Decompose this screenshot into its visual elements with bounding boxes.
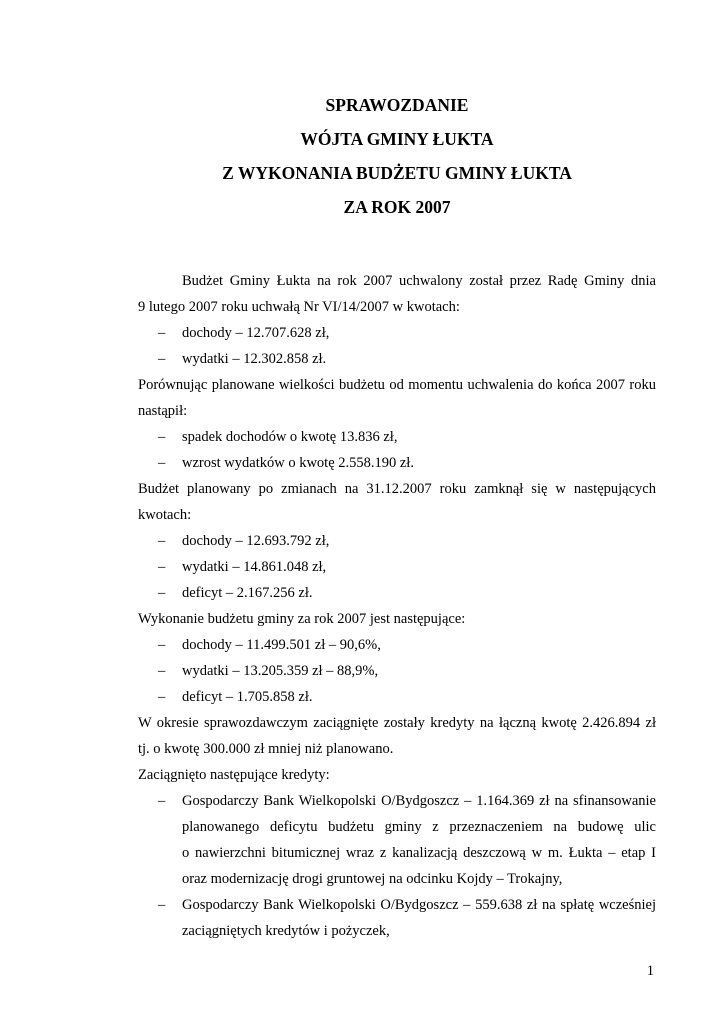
- dash-bullet: –: [158, 793, 166, 809]
- list-item: [138, 658, 656, 684]
- dash-bullet: –: [158, 533, 166, 549]
- dash-bullet: –: [158, 637, 166, 653]
- credit-item-1-line-4: oraz modernizację drogi gruntowej na odcinku Kojdy – Trokajny,: [182, 871, 563, 887]
- dash-bullet: –: [158, 585, 166, 601]
- list-item: [138, 528, 656, 554]
- credit-item-1-line-2: planowanego deficytu budżetu gminy z przeznaczeniem na budowę ulic: [182, 819, 656, 835]
- credits-line-1: W okresie sprawozdawczym zaciągnięte zostały kredyty na łączną kwotę 2.426.894 zł: [138, 715, 656, 731]
- title-line-3: Z WYKONANIA BUDŻETU GMINY ŁUKTA: [222, 163, 572, 183]
- credits-list: [138, 788, 656, 944]
- list-item: [138, 632, 656, 658]
- list-item-text: dochody – 12.693.792 zł,: [182, 533, 330, 549]
- planned-line-1: Budżet planowany po zmianach na 31.12.2007 roku zamknął się w następujących: [138, 481, 656, 497]
- changes-line-2: nastąpił:: [138, 403, 188, 419]
- planned-list: [138, 528, 656, 606]
- list-item: [138, 450, 656, 476]
- execution-list: [138, 632, 656, 710]
- credit-item-1-line-1: Gospodarczy Bank Wielkopolski O/Bydgoszcz – 1.164.369 zł na sfinansowanie: [182, 793, 656, 809]
- list-item: [138, 684, 656, 710]
- list-item: [138, 554, 656, 580]
- list-item-text: wydatki – 12.302.858 zł.: [182, 351, 327, 367]
- list-item: [138, 320, 656, 346]
- list-item-text: wydatki – 14.861.048 zł,: [182, 559, 327, 575]
- list-item-text: dochody – 12.707.628 zł,: [182, 325, 330, 341]
- dash-bullet: –: [158, 559, 166, 575]
- credits-line-3: Zaciągnięto następujące kredyty:: [138, 767, 330, 783]
- execution-line-1: Wykonanie budżetu gminy za rok 2007 jest następujące:: [138, 611, 466, 627]
- planned-line-2: kwotach:: [138, 507, 192, 523]
- title-line-4: ZA ROK 2007: [343, 197, 451, 217]
- dash-bullet: –: [158, 455, 166, 471]
- list-item: [138, 892, 656, 944]
- intro-list: [138, 320, 656, 372]
- document-body: [138, 268, 656, 944]
- dash-bullet: –: [158, 325, 166, 341]
- changes-list: [138, 424, 656, 476]
- credit-item-2-line-1: Gospodarczy Bank Wielkopolski O/Bydgoszcz – 559.638 zł na spłatę wcześniej: [182, 897, 656, 913]
- credit-item-1-line-3: o nawierzchni bitumicznej wraz z kanalizacją deszczową w m. Łukta – etap I: [182, 845, 656, 861]
- list-item: [138, 424, 656, 450]
- credits-line-2: tj. o kwotę 300.000 zł mniej niż planowano.: [138, 741, 394, 757]
- intro-paragraph: [138, 268, 656, 320]
- list-item-text: wydatki – 13.205.359 zł – 88,9%,: [182, 663, 379, 679]
- dash-bullet: –: [158, 429, 166, 445]
- intro-line-1: Budżet Gminy Łukta na rok 2007 uchwalony został przez Radę Gminy dnia: [182, 273, 656, 289]
- credit-item-2-line-2: zaciągniętych kredytów i pożyczek,: [182, 923, 390, 939]
- intro-line-2: 9 lutego 2007 roku uchwałą Nr VI/14/2007 w kwotach:: [138, 299, 460, 315]
- dash-bullet: –: [158, 689, 166, 705]
- list-item: [138, 346, 656, 372]
- changes-line-1: Porównując planowane wielkości budżetu od momentu uchwalenia do końca 2007 roku: [138, 377, 656, 393]
- document-title: [0, 88, 724, 224]
- page-number: 1: [646, 963, 654, 979]
- changes-paragraph: [138, 372, 656, 424]
- title-line-1: SPRAWOZDANIE: [325, 95, 469, 115]
- dash-bullet: –: [158, 663, 166, 679]
- title-line-2: WÓJTA GMINY ŁUKTA: [300, 129, 494, 149]
- list-item: [138, 580, 656, 606]
- list-item-text: wzrost wydatków o kwotę 2.558.190 zł.: [182, 455, 414, 471]
- list-item-text: spadek dochodów o kwotę 13.836 zł,: [182, 429, 398, 445]
- list-item-text: deficyt – 2.167.256 zł.: [182, 585, 313, 601]
- credits-paragraph: [138, 710, 656, 788]
- list-item-text: deficyt – 1.705.858 zł.: [182, 689, 313, 705]
- list-item: [138, 788, 656, 892]
- planned-paragraph: [138, 476, 656, 528]
- dash-bullet: –: [158, 897, 166, 913]
- dash-bullet: –: [158, 351, 166, 367]
- list-item-text: dochody – 11.499.501 zł – 90,6%,: [182, 637, 381, 653]
